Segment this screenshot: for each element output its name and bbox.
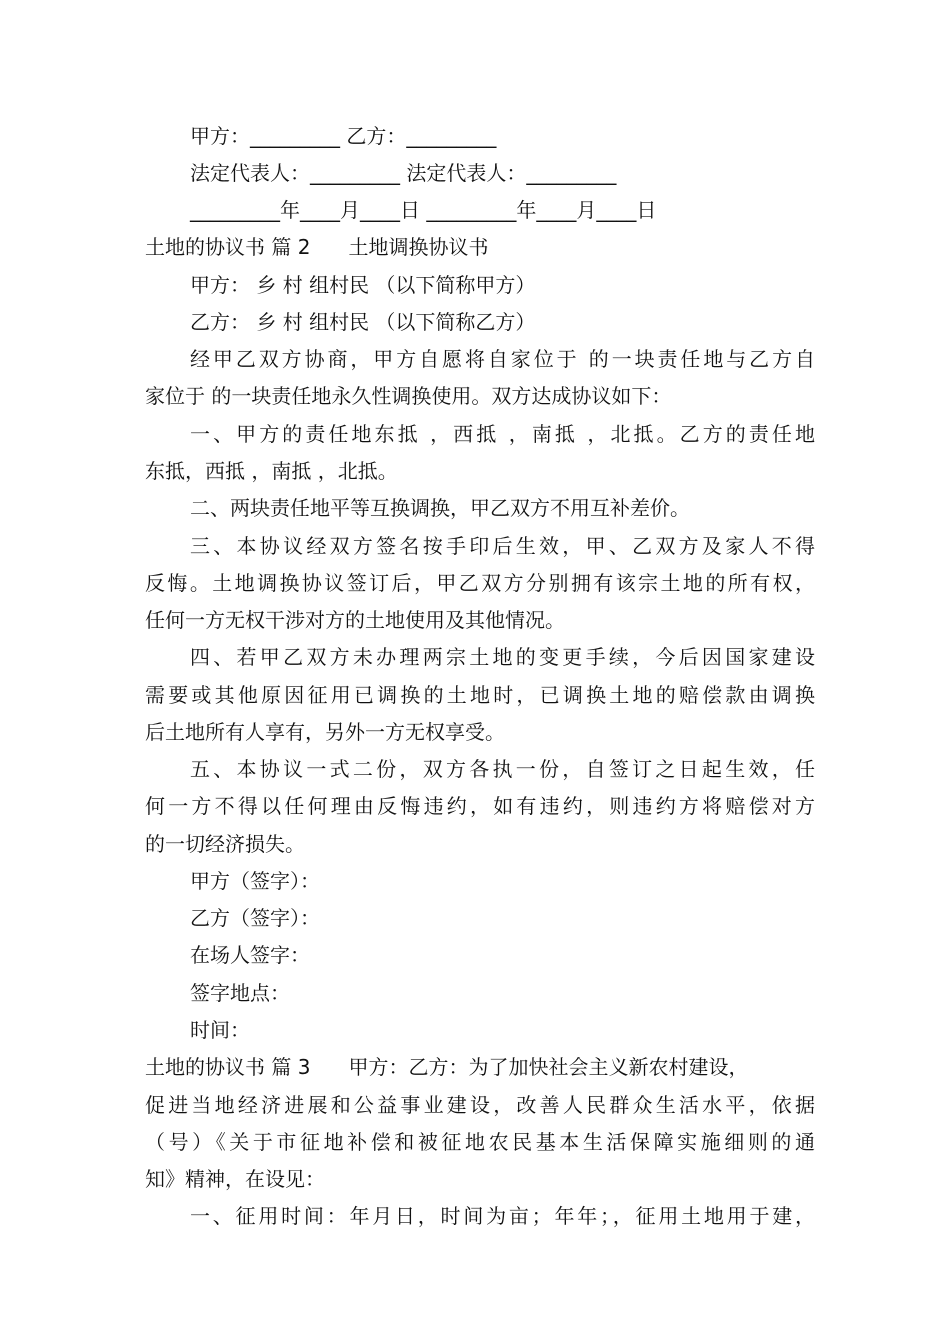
article-3-line-1: 甲方：乙方：为了加快社会主义新农村建设， [348,1055,749,1079]
sign-party-b: 乙方（签字）： [190,906,320,930]
clause-4-line-3: 后土地所有人享有，另外一方无权享受。 [145,720,505,744]
intro-line-1: 经甲乙双方协商，甲方自愿将自家位于 的一块责任地与乙方自 [190,347,815,371]
article-3-line-2: 促进当地经济进展和公益事业建设，改善人民群众生活水平，依据 [145,1093,815,1117]
article-3-clause-1-line-1: 一、征用时间：年月日，时间为亩；年年；，征用土地用于建， [190,1204,815,1228]
clause-5-line-1: 五、本协议一式二份，双方各执一份，自签订之日起生效，任 [190,757,815,781]
clause-3-line-2: 反悔。土地调换协议签订后，甲乙双方分别拥有该宗土地的所有权， [145,571,815,595]
article-3-line-4: 知》精神，在设见： [145,1167,325,1191]
parties-blank-line: 甲方：_________ 乙方：_________ [190,124,497,148]
article-3-heading-line [145,1053,815,1081]
clause-1-line-2: 东抵，西抵 ，南抵 ，北抵。 [145,459,398,483]
party-b-line: 乙方： 乡 村 组村民 （以下简称乙方） [190,310,536,334]
sign-witness: 在场人签字： [190,943,310,967]
sign-party-a: 甲方（签字）： [190,869,320,893]
clause-3-line-1: 三、本协议经双方签名按手印后生效，甲、乙双方及家人不得 [190,534,815,558]
clause-5-line-2: 何一方不得以任何理由反悔违约，如有违约，则违约方将赔偿对方 [145,794,815,818]
clause-2-line-1: 二、两块责任地平等互换调换，甲乙双方不用互补差价。 [190,496,690,520]
clause-3-line-3: 任何一方无权干涉对方的土地使用及其他情况。 [145,608,565,632]
article-2-heading-line [145,233,815,261]
representatives-blank-line: 法定代表人：_________ 法定代表人：_________ [190,161,617,185]
clause-4-line-1: 四、若甲乙双方未办理两宗土地的变更手续，今后因国家建设 [190,645,815,669]
article-3-line-3: （号）《关于市征地补偿和被征地农民基本生活保障实施细则的通 [145,1130,815,1154]
article-3-heading: 土地的协议书 篇 3 [145,1055,311,1079]
article-2-title: 土地调换协议书 [348,235,489,259]
date-blank-line: _________年____月____日 _________年____月____日 [190,198,657,222]
clause-4-line-2: 需要或其他原因征用已调换的土地时，已调换土地的赔偿款由调换 [145,683,815,707]
article-2-heading: 土地的协议书 篇 2 [145,235,311,259]
sign-place: 签字地点： [190,981,290,1005]
party-a-line: 甲方： 乡 村 组村民 （以下简称甲方） [190,273,536,297]
clause-5-line-3: 的一切经济损失。 [145,832,305,856]
intro-line-2: 家位于 的一块责任地永久性调换使用。双方达成协议如下： [145,384,672,408]
sign-time: 时间： [190,1018,250,1042]
clause-1-line-1: 一、甲方的责任地东抵 ，西抵 ，南抵 ，北抵。乙方的责任地 [190,422,815,446]
